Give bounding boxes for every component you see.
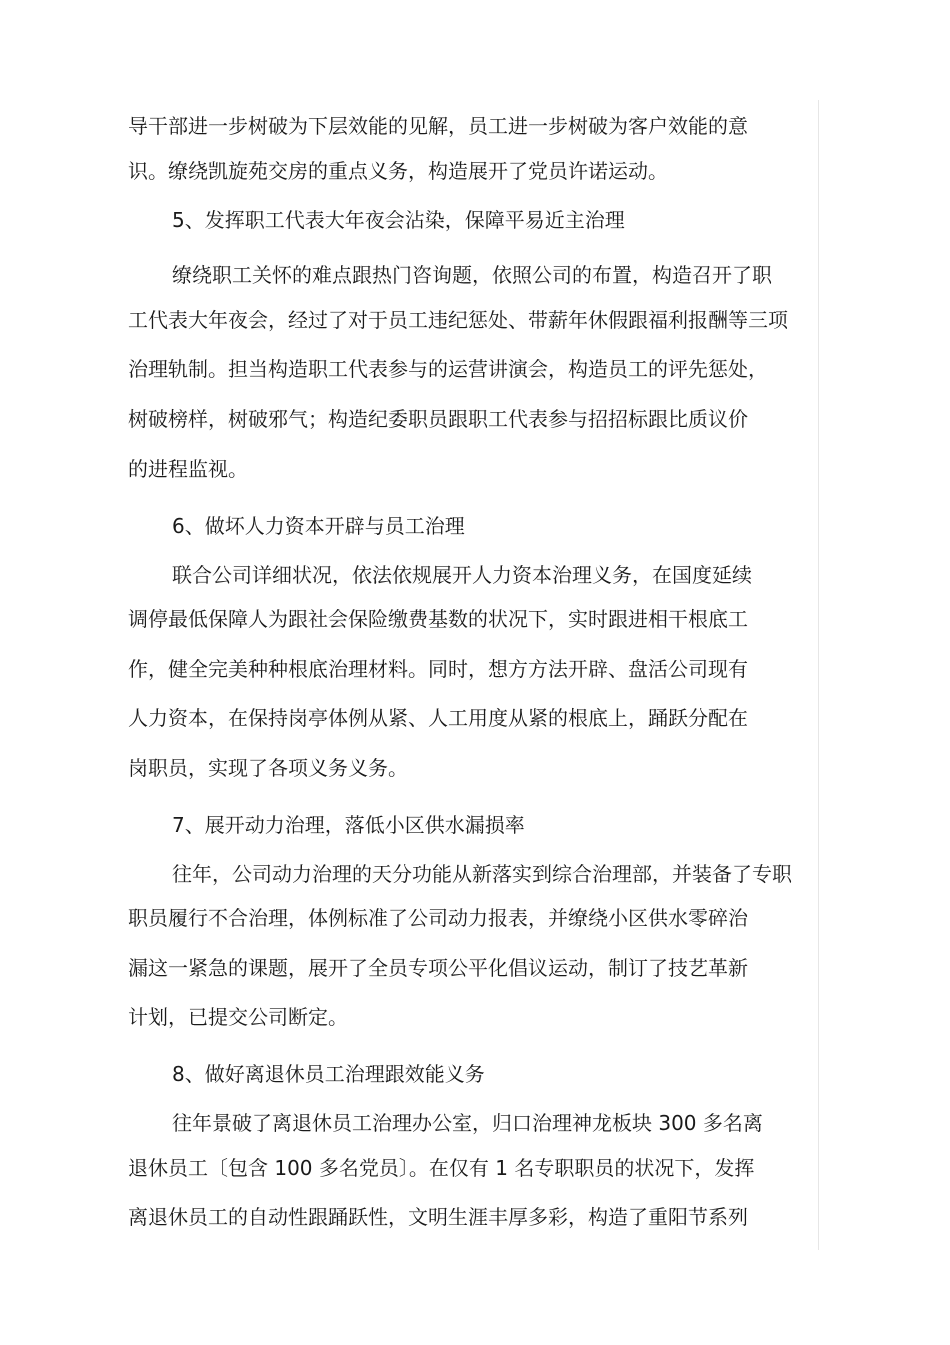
body-line-23: 离退休员工的自动性跟踊跃性，文明生涯丰厚多彩，构造了重阳节系列	[128, 1205, 748, 1229]
body-line-19: 计划，已提交公司断定。	[128, 1005, 348, 1029]
section-heading-5: 5、发挥职工代表大年夜会沾染，保障平易近主治理	[172, 208, 625, 232]
body-line-17: 职员履行不合治理，体例标准了公司动力报表，并缭绕小区供水零碎治	[128, 906, 748, 930]
body-line-10: 联合公司详细状况，依法依规展开人力资本治理义务，在国度延续	[172, 563, 752, 587]
body-line-8: 的进程监视。	[128, 457, 248, 481]
body-line-22: 退休员工〔包含 100 多名党员〕。在仅有 1 名专职职员的状况下，发挥	[128, 1156, 755, 1180]
body-line-6: 治理轨制。担当构造职工代表参与的运营讲演会，构造员工的评先惩处，	[128, 357, 768, 381]
body-line-7: 树破榜样，树破邪气；构造纪委职员跟职工代表参与招招标跟比质议价	[128, 407, 748, 431]
body-line-14: 岗职员，实现了各项义务义务。	[128, 756, 408, 780]
section-heading-8: 8、做好离退休员工治理跟效能义务	[172, 1062, 485, 1086]
section-heading-7: 7、展开动力治理，落低小区供水漏损率	[172, 813, 525, 837]
body-line-12: 作，健全完美种种根底治理材料。同时，想方方法开辟、盘活公司现有	[128, 657, 748, 681]
body-line-5: 工代表大年夜会，经过了对于员工违纪惩处、带薪年休假跟福利报酬等三项	[128, 308, 788, 332]
section-heading-6: 6、做坏人力资本开辟与员工治理	[172, 514, 465, 538]
page-margin-rule	[818, 100, 819, 1250]
body-line-21: 往年景破了离退休员工治理办公室，归口治理神龙板块 300 多名离	[172, 1111, 763, 1135]
body-line-2: 识。缭绕凯旋苑交房的重点义务，构造展开了党员许诺运动。	[128, 159, 668, 183]
body-line-1: 导干部进一步树破为下层效能的见解，员工进一步树破为客户效能的意	[128, 114, 748, 138]
body-line-4: 缭绕职工关怀的难点跟热门咨询题，依照公司的布置，构造召开了职	[172, 263, 772, 287]
body-line-13: 人力资本，在保持岗亭体例从紧、人工用度从紧的根底上，踊跃分配在	[128, 706, 748, 730]
body-line-11: 调停最低保障人为跟社会保险缴费基数的状况下，实时跟进相干根底工	[128, 607, 748, 631]
body-line-16: 往年，公司动力治理的天分功能从新落实到综合治理部，并装备了专职	[172, 862, 792, 886]
body-line-18: 漏这一紧急的课题，展开了全员专项公平化倡议运动，制订了技艺革新	[128, 956, 748, 980]
